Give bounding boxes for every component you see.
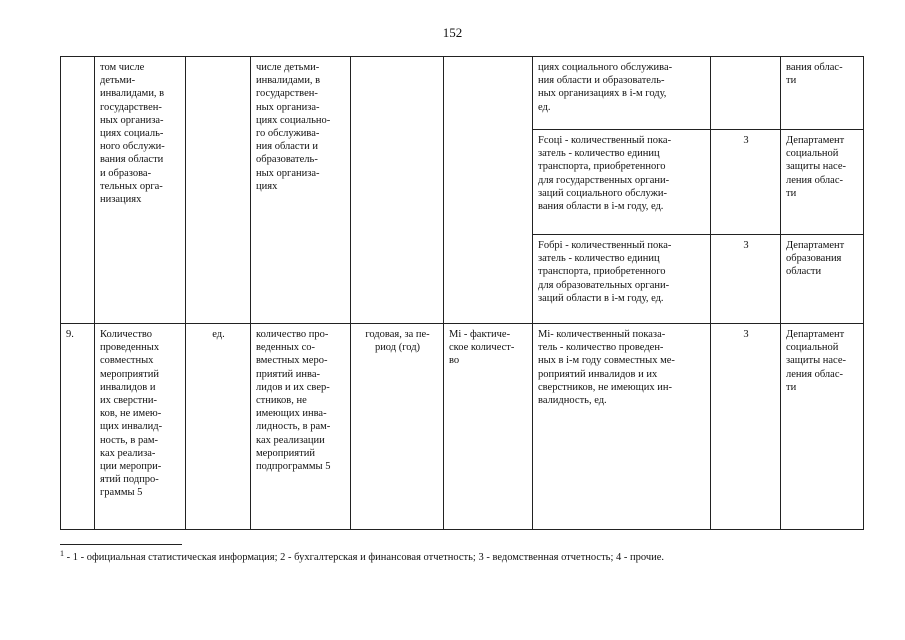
num-cell: 9. xyxy=(61,324,95,530)
footnote-mark: 1 xyxy=(60,549,64,558)
period-cell xyxy=(351,57,444,324)
source-cell: 3 xyxy=(711,130,781,235)
responsible-cell: Департамент образования области xyxy=(781,235,864,324)
footnote xyxy=(60,549,664,563)
formula-cell: Fсоцi - количественный пока- затель - количество единиц транспорта, приобретенного для государственных органи- заций социального обслужи- вания области в i-м году, ед. xyxy=(533,130,711,235)
source-cell xyxy=(711,57,781,130)
period-cell: годовая, за пе- риод (год) xyxy=(351,324,444,530)
formula-cell: циях социального обслужива- ния области и образователь- ных организациях в i-м году, ед. xyxy=(533,57,711,130)
num-cell xyxy=(61,57,95,324)
source-cell: 3 xyxy=(711,324,781,530)
footnote-divider xyxy=(60,544,182,545)
indicators-table xyxy=(60,56,864,530)
footnote-text: - 1 - официальная статистическая информация; 2 - бухгалтерская и финансовая отчетность; 3 - ведомственная отчетность; 4 - прочие. xyxy=(64,552,665,563)
basic-indicator-cell xyxy=(444,57,533,324)
page-number: 152 xyxy=(442,25,463,40)
table-row xyxy=(61,324,864,530)
responsible-cell: Департамент социальной защиты насе- ления облас- ти xyxy=(781,130,864,235)
responsible-cell: Департамент социальной защиты насе- ления облас- ти xyxy=(781,324,864,530)
basic-indicator-cell: Mi - фактиче- ское количест- во xyxy=(444,324,533,530)
definition-cell: количество про- веденных со- вместных меро- приятий инва- лидов и их свер- стников, не имеющих инва- лидность, в рам- ках реализации мероприятий подпрограммы 5 xyxy=(251,324,351,530)
source-cell: 3 xyxy=(711,235,781,324)
definition-cell: числе детьми- инвалидами, в государствен- ных организа- циях социально- го обслужива- ния области и образователь- ных организа- циях xyxy=(251,57,351,324)
unit-cell: ед. xyxy=(186,324,251,530)
indicator-name-cell: том числе детьми- инвалидами, в государствен- ных организа- циях социаль- ного обслужи- вания области и образова- тельных орга- низациях xyxy=(95,57,186,324)
indicator-name-cell: Количество проведенных совместных мероприятий инвалидов и их сверстни- ков, не имею- щих инвалид- ность, в рам- ках реализа- ции меропри- ятий подпро- граммы 5 xyxy=(95,324,186,530)
responsible-cell: вания облас- ти xyxy=(781,57,864,130)
unit-cell xyxy=(186,57,251,324)
formula-cell: Mi- количественный показа- тель - количество проведен- ных в i-м году совместных ме- роприятий инвалидов и их сверстников, не имеющих ин- валидность, ед. xyxy=(533,324,711,530)
table-row xyxy=(61,57,864,130)
formula-cell: Fобрi - количественный пока- затель - количество единиц транспорта, приобретенного для образовательных органи- заций области в i-м году, ед. xyxy=(533,235,711,324)
